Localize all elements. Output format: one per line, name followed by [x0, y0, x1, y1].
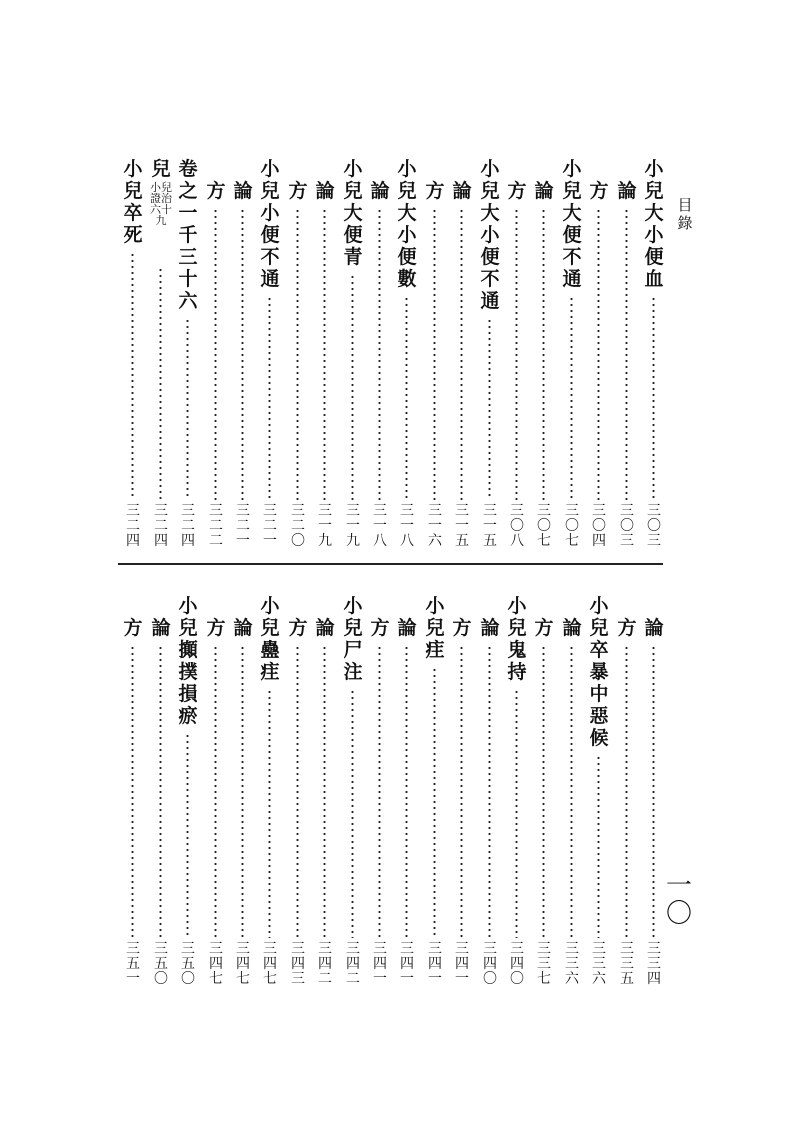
toc-entry	[449, 158, 475, 552]
entry-page-number: 三五一	[126, 941, 140, 987]
leader-dots	[296, 645, 299, 938]
leader-dots	[323, 208, 326, 500]
entry-title: 論	[233, 617, 253, 639]
entry-title: 論	[534, 180, 554, 202]
entry-page-number: 三四二	[346, 941, 360, 987]
leader-dots	[597, 208, 600, 500]
toc-entry	[230, 595, 256, 990]
leader-dots	[570, 645, 573, 938]
entry-title: 小兒大小便不通	[480, 158, 500, 312]
entry-title: 小兒尸注	[343, 595, 363, 683]
running-header: 目錄	[677, 196, 693, 232]
entry-page-number: 三三五	[620, 941, 634, 987]
entry-page-number: 三二四	[154, 503, 168, 549]
leader-dots	[268, 689, 271, 938]
entry-title: 論	[397, 617, 417, 639]
leader-dots	[241, 208, 244, 500]
entry-page-number: 三三四	[647, 941, 661, 987]
leader-dots	[186, 318, 189, 500]
toc-entry	[614, 595, 640, 990]
entry-title: 論	[370, 180, 390, 202]
entry-page-number: 三〇四	[592, 503, 606, 549]
entry-title: 論	[562, 617, 582, 639]
entry-title: 小兒攧撲損瘀	[178, 595, 198, 727]
entry-page-number: 三四〇	[510, 941, 524, 987]
entry-title: 方	[452, 617, 472, 639]
entry-page-number: 三二〇	[291, 503, 305, 549]
leader-dots	[351, 274, 354, 500]
leader-dots	[433, 208, 436, 500]
leader-dots	[488, 645, 491, 938]
toc-entry	[340, 158, 366, 552]
entry-title: 論	[480, 617, 500, 639]
entry-page-number: 三二二	[209, 503, 223, 549]
entry-title: 論	[233, 180, 253, 202]
toc-entry	[312, 158, 338, 552]
toc-entry	[531, 158, 557, 552]
leader-dots	[296, 208, 299, 500]
leader-dots	[268, 296, 271, 500]
entry-title: 卷之一千三十六	[178, 158, 198, 312]
entry-page-number: 三四七	[263, 941, 277, 987]
entry-page-number: 三一八	[373, 503, 387, 549]
leader-dots	[186, 733, 189, 938]
toc-entry	[367, 595, 393, 990]
toc-entry	[641, 595, 667, 990]
toc-entry	[257, 595, 283, 990]
entry-title: 小兒卒死	[123, 158, 143, 246]
entry-title: 論	[644, 617, 664, 639]
leader-dots	[131, 645, 134, 938]
toc-entry	[285, 595, 311, 990]
entry-page-number: 三一九	[346, 503, 360, 549]
toc-entry	[312, 595, 338, 990]
toc-entry	[477, 595, 503, 990]
entry-page-number: 三一八	[400, 503, 414, 549]
entry-page-number: 三三六	[592, 941, 606, 987]
entry-title: 論	[452, 180, 472, 202]
leader-dots	[159, 645, 162, 938]
leader-dots	[214, 208, 217, 500]
toc-entry	[477, 158, 503, 552]
entry-page-number: 三一六	[428, 503, 442, 549]
page-number: 一〇	[665, 871, 692, 929]
leader-dots	[131, 252, 134, 500]
leader-dots	[515, 208, 518, 500]
entry-page-number: 三二一	[263, 503, 277, 549]
entry-title: 小兒疰	[425, 595, 445, 661]
toc-entry	[504, 595, 530, 990]
leader-dots	[488, 318, 491, 500]
entry-page-number: 三〇七	[537, 503, 551, 549]
leader-dots	[652, 645, 655, 938]
entry-title: 論	[617, 180, 637, 202]
toc-entry	[175, 595, 201, 990]
leader-dots	[515, 689, 518, 938]
toc-entry	[203, 158, 229, 552]
entry-title: 小兒大小便數	[397, 158, 417, 290]
entry-page-number: 三四一	[455, 941, 469, 987]
entry-page-number: 三四〇	[483, 941, 497, 987]
entry-title: 方	[288, 617, 308, 639]
entry-page-number: 三二四	[126, 503, 140, 549]
leader-dots	[570, 296, 573, 500]
entry-title: 論	[315, 617, 335, 639]
entry-page-number: 三二四	[181, 503, 195, 549]
leader-dots	[323, 645, 326, 938]
entry-title: 小兒大小便血	[644, 158, 664, 290]
leader-dots	[214, 645, 217, 938]
entry-page-number: 三四一	[373, 941, 387, 987]
toc-entry	[120, 595, 146, 990]
entry-page-number: 三一九	[318, 503, 332, 549]
toc-entry	[559, 595, 585, 990]
entry-title: 方	[534, 617, 554, 639]
entry-title: 方	[589, 180, 609, 202]
leader-dots	[542, 208, 545, 500]
entry-page-number: 三三六	[565, 941, 579, 987]
entry-title: 方	[288, 180, 308, 202]
toc-entry	[148, 158, 174, 552]
entry-title: 論	[151, 617, 171, 639]
leader-dots	[625, 645, 628, 938]
entry-title: 方	[206, 180, 226, 202]
leader-dots	[378, 645, 381, 938]
entry-title: 小兒蠱疰	[260, 595, 280, 683]
leader-dots	[625, 208, 628, 500]
entry-title: 小兒卒暴中惡候	[589, 595, 609, 749]
entry-page-number: 三五〇	[181, 941, 195, 987]
entry-title: 小兒大便青	[343, 158, 363, 268]
leader-dots	[405, 296, 408, 500]
entry-title: 方	[123, 617, 143, 639]
toc-entry	[559, 158, 585, 552]
toc-entry	[504, 158, 530, 552]
entry-title: 方	[425, 180, 445, 202]
leader-dots	[433, 667, 436, 938]
entry-page-number: 三四一	[400, 941, 414, 987]
entry-page-number: 三四三	[291, 941, 305, 987]
toc-entry	[422, 158, 448, 552]
entry-page-number: 三一五	[483, 503, 497, 549]
entry-page-number: 三〇三	[620, 503, 634, 549]
leader-dots	[460, 208, 463, 500]
entry-page-number: 三一五	[455, 503, 469, 549]
entry-title: 方	[206, 617, 226, 639]
toc-entry	[614, 158, 640, 552]
toc-entry	[641, 158, 667, 552]
entry-page-number: 三〇三	[647, 503, 661, 549]
entry-subtitle: 小兒證治六十九	[150, 181, 172, 227]
toc-entry	[586, 158, 612, 552]
entry-title: 小兒鬼持	[507, 595, 527, 683]
entry-page-number: 三〇七	[565, 503, 579, 549]
leader-dots	[597, 755, 600, 938]
toc-entry	[394, 158, 420, 552]
entry-title: 兒 小兒證治六十九	[150, 158, 172, 227]
toc-entry	[586, 595, 612, 990]
entry-page-number: 三二一	[236, 503, 250, 549]
entry-title: 論	[315, 180, 335, 202]
leader-dots	[241, 645, 244, 938]
leader-dots	[159, 267, 162, 500]
toc-entry	[367, 158, 393, 552]
leader-dots	[351, 689, 354, 938]
entry-page-number: 三四一	[428, 941, 442, 987]
entry-title: 小兒大便不通	[562, 158, 582, 290]
toc-entry	[394, 595, 420, 990]
entry-title: 小兒小便不通	[260, 158, 280, 290]
toc-entry	[203, 595, 229, 990]
toc-entry	[175, 158, 201, 552]
entry-title: 方	[617, 617, 637, 639]
toc-entry	[531, 595, 557, 990]
toc-entry	[120, 158, 146, 552]
entry-page-number: 三〇八	[510, 503, 524, 549]
toc-entry	[449, 595, 475, 990]
entry-page-number: 三五〇	[154, 941, 168, 987]
entry-page-number: 三四七	[236, 941, 250, 987]
entry-page-number: 三四二	[318, 941, 332, 987]
toc-entry	[257, 158, 283, 552]
entry-page-number: 三四七	[209, 941, 223, 987]
toc-entry	[230, 158, 256, 552]
toc-entry	[340, 595, 366, 990]
entry-page-number: 三三七	[537, 941, 551, 987]
section-divider	[118, 563, 663, 565]
leader-dots	[542, 645, 545, 938]
toc-entry	[422, 595, 448, 990]
leader-dots	[378, 208, 381, 500]
leader-dots	[652, 296, 655, 500]
leader-dots	[405, 645, 408, 938]
toc-entry	[285, 158, 311, 552]
leader-dots	[460, 645, 463, 938]
entry-title: 方	[507, 180, 527, 202]
entry-title: 方	[370, 617, 390, 639]
toc-entry	[148, 595, 174, 990]
